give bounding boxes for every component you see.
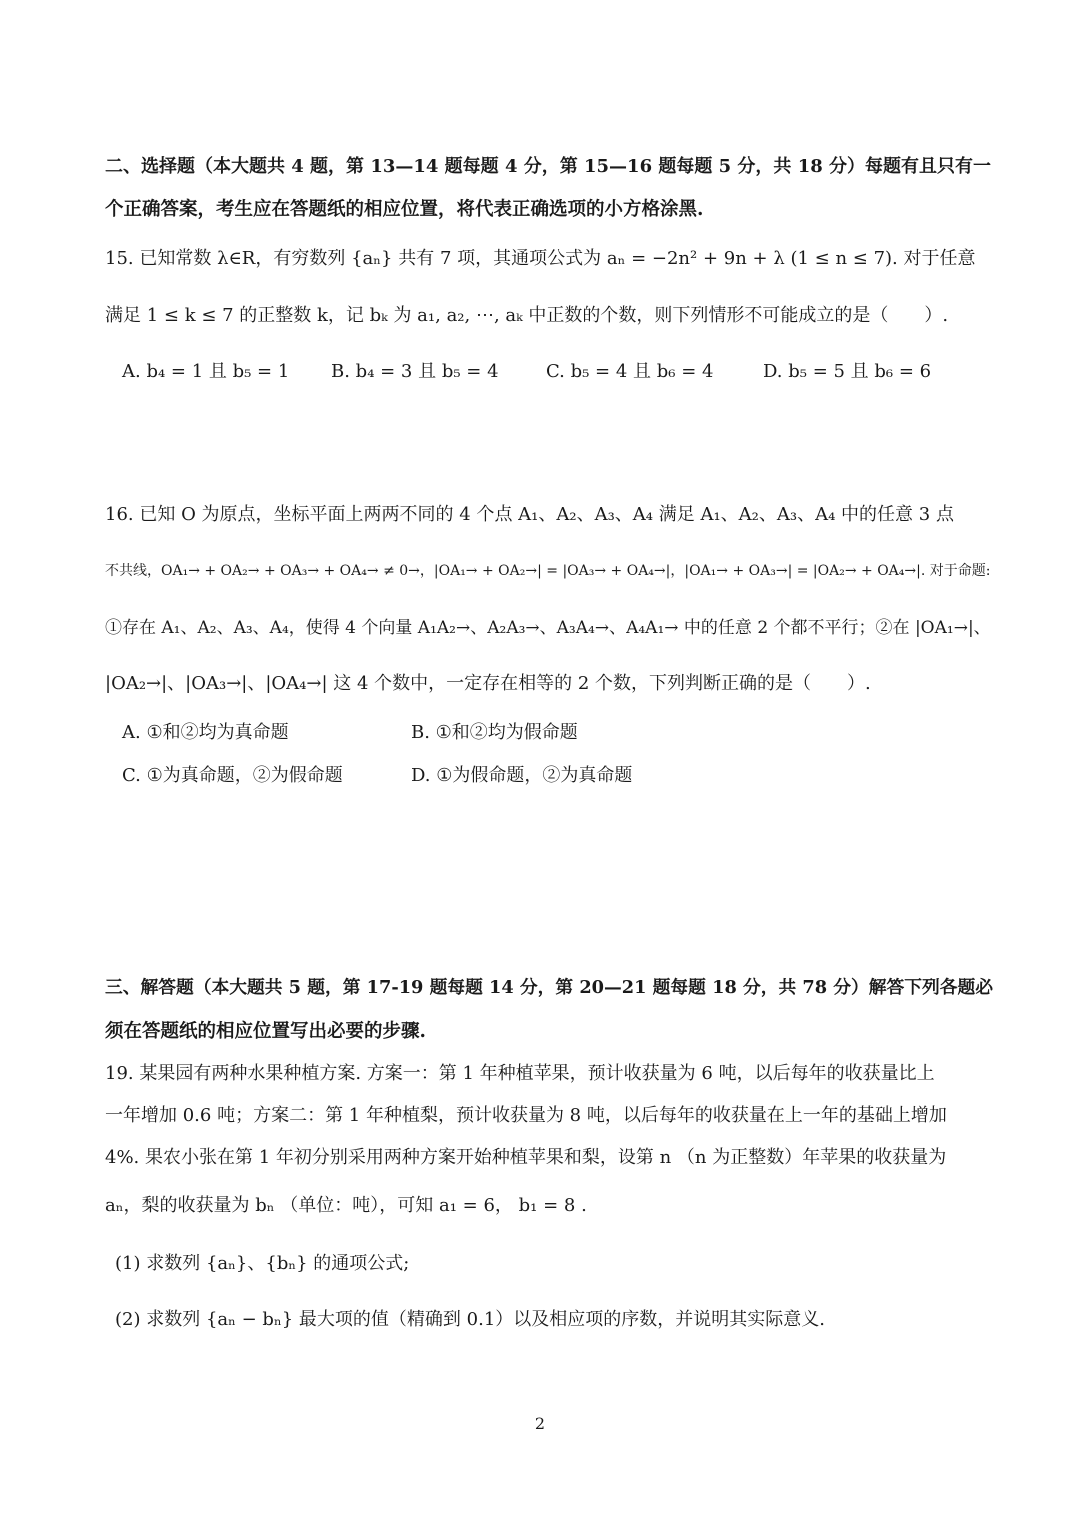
section3-header-line1: 三、解答题（本大题共 5 题，第 17-19 题每题 14 分，第 20—21 题每题 18 分，共 78 分）解答下列各题必 <box>105 977 994 998</box>
q16-option-a: A. ①和②均为真命题 <box>122 722 289 743</box>
q16-line1: 16. 已知 O 为原点，坐标平面上两两不同的 4 个点 A₁、A₂、A₃、A₄ 满足 A₁、A₂、A₃、A₄ 中的任意 3 点 <box>105 504 954 525</box>
q16-line3: ①存在 A₁、A₂、A₃、A₄，使得 4 个向量 A₁A₂→、A₂A₃→、A₃A₄→、A₄A₁→ 中的任意 2 个都不平行；②在 |OA₁→|、 <box>105 618 991 638</box>
q19-line2: 一年增加 0.6 吨；方案二：第 1 年种植梨，预计收获量为 8 吨，以后每年的收获量在上一年的基础上增加 <box>105 1105 947 1126</box>
q15-option-b: B. b₄ = 3 且 b₅ = 4 <box>331 361 499 382</box>
q19-part1: (1) 求数列 {aₙ}、{bₙ} 的通项公式; <box>115 1253 410 1274</box>
q16-option-d: D. ①为假命题，②为真命题 <box>411 765 633 786</box>
q15-option-c: C. b₅ = 4 且 b₆ = 4 <box>546 361 714 382</box>
q19-line3: 4%. 果农小张在第 1 年初分别采用两种方案开始种植苹果和梨，设第 n （n 为正整数）年苹果的收获量为 <box>105 1147 947 1168</box>
q15-line1: 15. 已知常数 λ∈R，有穷数列 {aₙ} 共有 7 项，其通项公式为 aₙ = −2n² + 9n + λ (1 ≤ n ≤ 7). 对于任意 <box>105 248 976 269</box>
q15-option-d: D. b₅ = 5 且 b₆ = 6 <box>763 361 932 382</box>
q19-line4: aₙ，梨的收获量为 bₙ （单位：吨），可知 a₁ = 6， b₁ = 8 . <box>105 1195 587 1216</box>
q16-option-b: B. ①和②均为假命题 <box>411 722 578 743</box>
section2-header-line2: 个正确答案，考生应在答题纸的相应位置，将代表正确选项的小方格涂黑. <box>105 199 704 220</box>
q15-option-a: A. b₄ = 1 且 b₅ = 1 <box>122 361 290 382</box>
q16-line4: |OA₂→|、|OA₃→|、|OA₄→| 这 4 个数中，一定存在相等的 2 个数，下列判断正确的是（ ）. <box>105 673 871 694</box>
q19-line1: 19. 某果园有两种水果种植方案. 方案一：第 1 年种植苹果，预计收获量为 6 吨，以后每年的收获量比上 <box>105 1063 935 1084</box>
q19-part2: (2) 求数列 {aₙ − bₙ} 最大项的值（精确到 0.1）以及相应项的序数，并说明其实际意义. <box>115 1309 825 1330</box>
page-number: 2 <box>534 1414 546 1433</box>
section3-header-line2: 须在答题纸的相应位置写出必要的步骤. <box>105 1021 426 1042</box>
section2-header-line1: 二、选择题（本大题共 4 题，第 13—14 题每题 4 分，第 15—16 题每题 5 分，共 18 分）每题有且只有一 <box>105 156 992 177</box>
q16-option-c: C. ①为真命题，②为假命题 <box>122 765 343 786</box>
q15-line2: 满足 1 ≤ k ≤ 7 的正整数 k，记 bₖ 为 a₁, a₂, ⋯, aₖ 中正数的个数，则下列情形不可能成立的是（ ）. <box>105 305 949 326</box>
q16-line2: 不共线，OA₁→ + OA₂→ + OA₃→ + OA₄→ ≠ 0→，|OA₁→ + OA₂→| = |OA₃→ + OA₄→|，|OA₁→ + OA₃→| = |OA₂→ + OA₄→|. 对于命题: <box>105 563 991 579</box>
